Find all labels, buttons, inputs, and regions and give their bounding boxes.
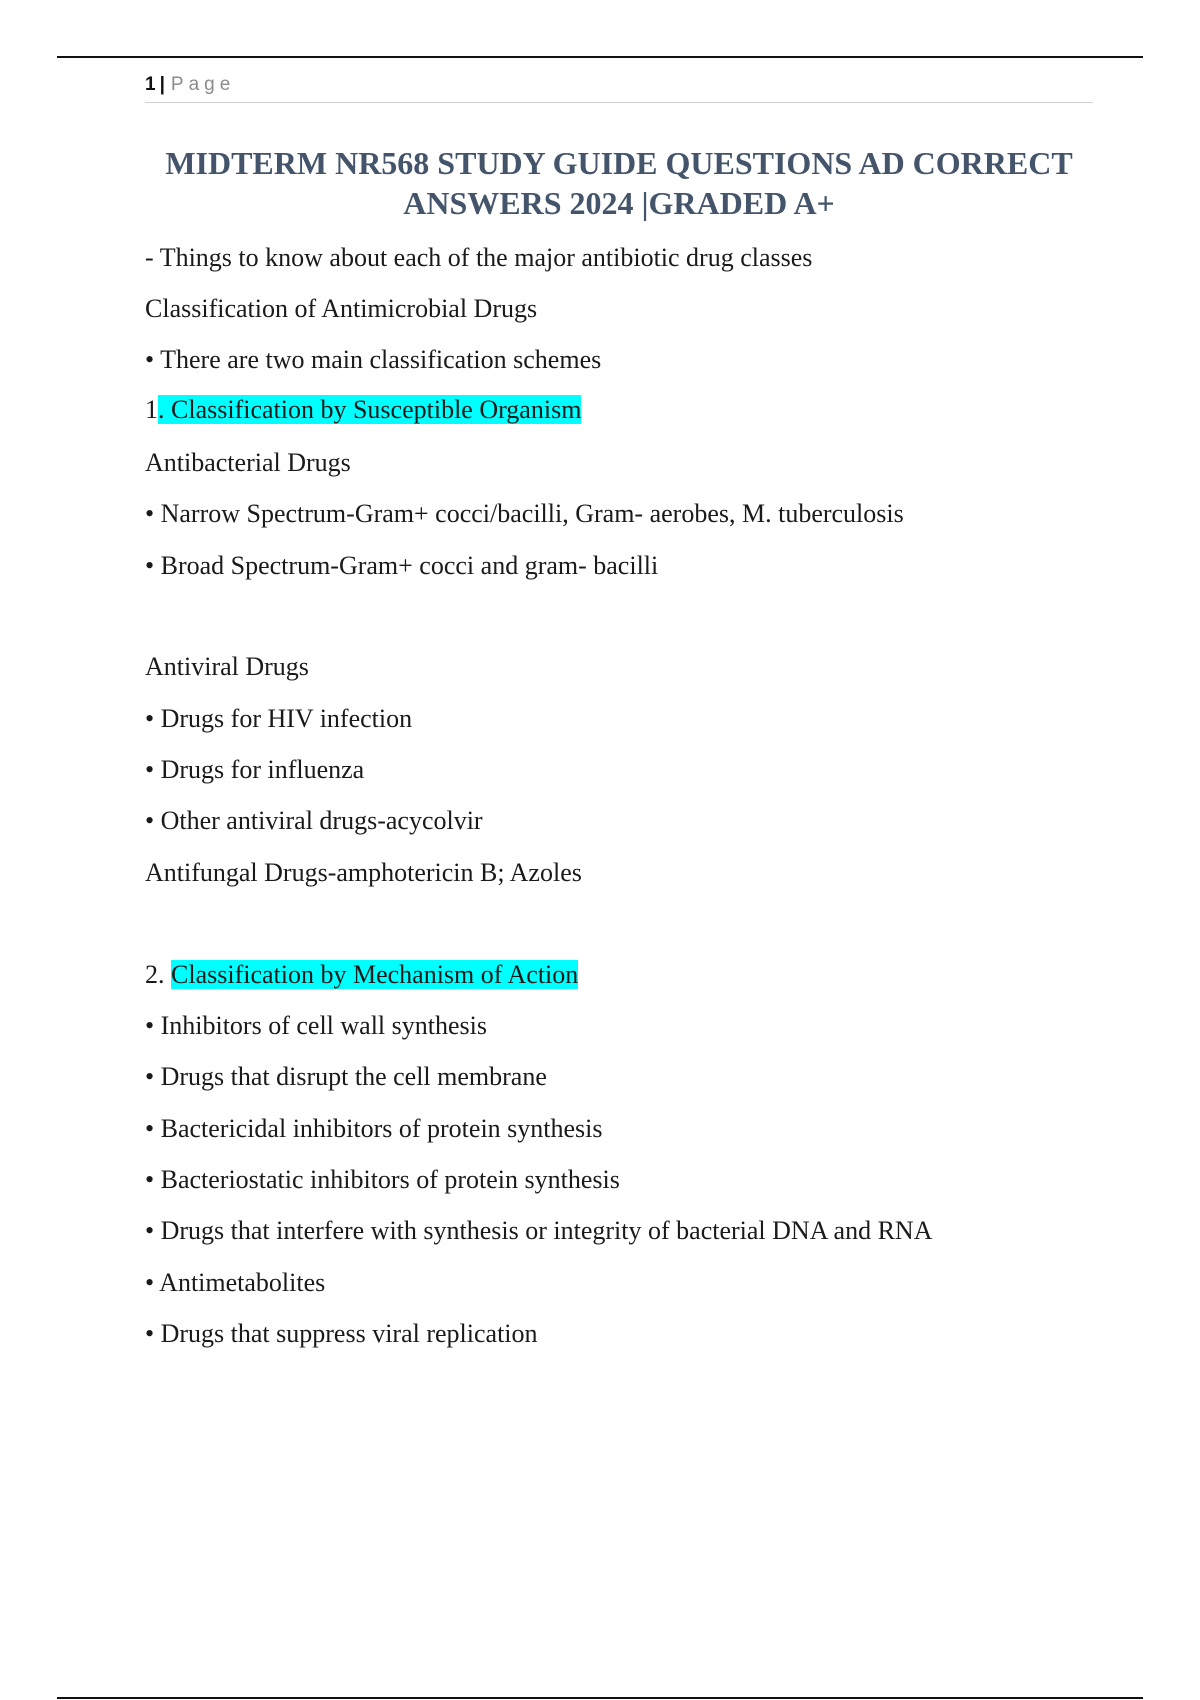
mechanism-item: • Drugs that disrupt the cell membrane	[145, 1062, 547, 1091]
document-title: MIDTERM NR568 STUDY GUIDE QUESTIONS AD CORRECT ANSWERS 2024 |GRADED A+	[165, 145, 1073, 221]
page-separator: |	[159, 74, 165, 95]
antiviral-item: • Other antiviral drugs-acycolvir	[145, 806, 483, 835]
antibacterial-item: • Narrow Spectrum-Gram+ cocci/bacilli, Gram- aerobes, M. tuberculosis	[145, 499, 904, 528]
schemes-bullet: • There are two main classification schemes	[145, 345, 602, 374]
mechanism-item: • Drugs that suppress viral replication	[145, 1319, 538, 1348]
intro-line: - Things to know about each of the major antibiotic drug classes	[145, 243, 813, 272]
section2-highlight: Classification by Mechanism of Action	[171, 960, 579, 989]
mechanism-item: • Bacteriostatic inhibitors of protein synthesis	[145, 1165, 620, 1194]
mechanism-item: • Drugs that interfere with synthesis or integrity of bacterial DNA and RNA	[145, 1216, 933, 1245]
bottom-rule	[57, 1697, 1143, 1699]
page-label: Page	[170, 74, 236, 95]
classification-heading: Classification of Antimicrobial Drugs	[145, 294, 538, 323]
mechanism-item: • Bactericidal inhibitors of protein synthesis	[145, 1114, 603, 1143]
mechanism-item: • Antimetabolites	[145, 1268, 326, 1297]
section1-highlight: . Classification by Susceptible Organism	[158, 395, 582, 424]
antibacterial-heading: Antibacterial Drugs	[145, 448, 351, 477]
section2-number: 2.	[145, 960, 171, 989]
section1-heading	[145, 393, 581, 427]
top-rule	[57, 56, 1143, 58]
antiviral-item: • Drugs for HIV infection	[145, 704, 413, 733]
antiviral-item: • Drugs for influenza	[145, 755, 365, 784]
antifungal-line: Antifungal Drugs-amphotericin B; Azoles	[145, 858, 582, 887]
antiviral-heading: Antiviral Drugs	[145, 652, 309, 681]
mechanism-item: • Inhibitors of cell wall synthesis	[145, 1011, 487, 1040]
antibacterial-item: • Broad Spectrum-Gram+ cocci and gram- bacilli	[145, 551, 659, 580]
page-header	[145, 72, 1093, 103]
page-number: 1	[145, 74, 156, 95]
section1-number: 1	[145, 395, 158, 424]
section2-heading	[145, 958, 578, 992]
